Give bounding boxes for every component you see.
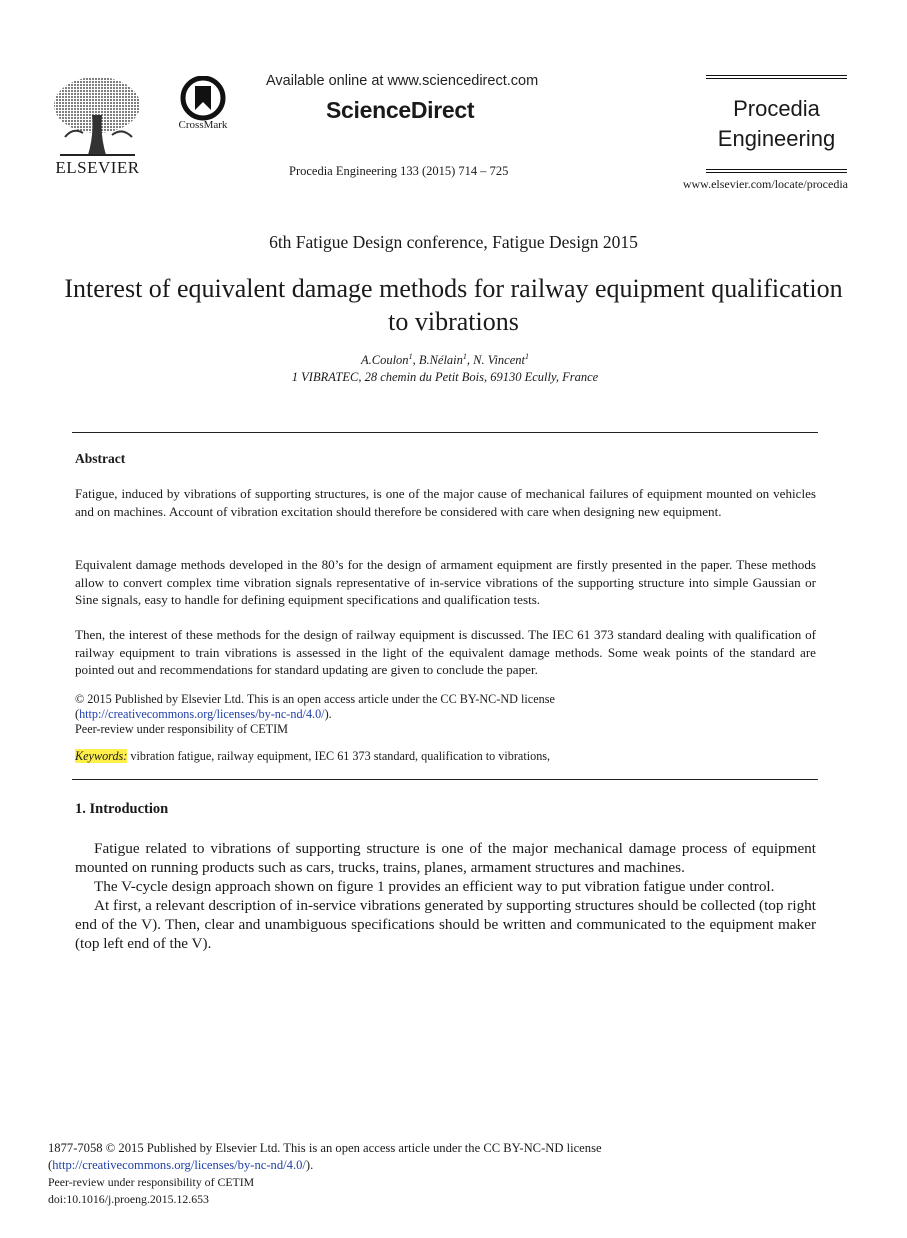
- section-heading: 1. Introduction: [75, 801, 169, 817]
- author-list: A.Coulon$^1$, B.Nélain$^1$, N. Vincent$^1$: [360, 351, 529, 367]
- affiliation: 1 VIBRATEC, 28 chemin du Petit Bois, 69130 Ecully, France: [291, 370, 599, 384]
- abstract-paragraph: Equivalent damage methods developed in the 80’s for the design of armament equipment are firstly presented in the paper. These methods allow to convert complex time vibration signals representative of in-service vibrations of the supporting structure into simple Gaussian or Sine signals, easy to handle for defining equipment specifications and qualification tests.: [75, 557, 816, 608]
- divider: [72, 432, 818, 433]
- divider: [72, 779, 818, 780]
- journal-top-rule: [706, 75, 847, 79]
- author-name: A.Coulon: [360, 353, 409, 367]
- crossmark-label: CrossMark: [178, 119, 228, 131]
- sciencedirect-logo[interactable]: ScienceDirect: [326, 97, 475, 123]
- paren-close: ).: [324, 707, 332, 721]
- keywords-list: vibration fatigue, railway equipment, IEC 61 373 standard, qualification to vibrations,: [127, 749, 551, 763]
- keywords-label: Keywords:: [75, 749, 128, 763]
- abstract-heading: Abstract: [75, 451, 126, 466]
- paren-open: (: [48, 1158, 53, 1172]
- body-paragraph: The V-cycle design approach shown on figure 1 provides an efficient way to put vibration fatigue under control.: [94, 878, 775, 895]
- author-name: B.Nélain: [418, 353, 463, 367]
- tree-icon: [50, 75, 145, 160]
- paren-open: (: [75, 707, 80, 721]
- author-affiliation-mark: 1: [408, 351, 413, 361]
- peer-review-note: Peer-review under responsibility of CETIM: [75, 722, 288, 736]
- footer-issn-line: 1877-7058 © 2015 Published by Elsevier Ltd. This is an open access article under the CC BY-NC-ND license: [48, 1141, 602, 1155]
- journal-url[interactable]: www.elsevier.com/locate/procedia: [682, 177, 848, 191]
- footer-doi[interactable]: doi:10.1016/j.proeng.2015.12.653: [48, 1192, 209, 1206]
- license-link[interactable]: http://creativecommons.org/licenses/by-nc-nd/4.0/: [79, 707, 325, 721]
- available-online-text: Available online at www.sciencedirect.com: [266, 73, 539, 89]
- paren-close: ).: [305, 1158, 314, 1172]
- copyright-notice: © 2015 Published by Elsevier Ltd. This is an open access article under the CC BY-NC-ND license: [75, 692, 555, 706]
- conference-name: 6th Fatigue Design conference, Fatigue Design 2015: [269, 232, 638, 252]
- paper-title: Interest of equivalent damage methods for railway equipment qualification to vibrations: [64, 274, 843, 336]
- journal-reference: Procedia Engineering 133 (2015) 714 – 725: [289, 164, 509, 178]
- journal-name-line2: Engineering: [717, 126, 836, 151]
- journal-name: [706, 94, 847, 154]
- author-name: N. Vincent: [473, 353, 525, 367]
- body-paragraph: At first, a relevant description of in-service vibrations generated by supporting structures should be collected (top right end of the V). Then, clear and unambiguous specifications should be written and communicated to the equipment maker (top left end of the V).: [75, 897, 816, 952]
- body-paragraph: Fatigue related to vibrations of supporting structure is one of the major mechanical damage process of equipment mounted on running products such as cars, trucks, trains, planes, armament structures and machines.: [75, 840, 816, 876]
- footer-license-link[interactable]: http://creativecommons.org/licenses/by-nc-nd/4.0/: [52, 1158, 306, 1172]
- footer-license-line: [48, 1157, 313, 1174]
- author-affiliation-mark: 1: [462, 351, 467, 361]
- author-affiliation-mark: 1: [525, 351, 529, 361]
- crossmark-icon: [178, 76, 228, 122]
- license-line: [75, 707, 332, 722]
- journal-name-line1: Procedia: [733, 96, 820, 121]
- footer-peer-review: Peer-review under responsibility of CETIM: [48, 1175, 255, 1189]
- elsevier-wordmark: ELSEVIER: [55, 158, 140, 177]
- journal-bottom-rule: [706, 169, 847, 173]
- abstract-paragraph: Fatigue, induced by vibrations of supporting structures, is one of the major cause of mechanical failures of equipment mounted on vehicles and on machines. Account of vibration excitation should therefore be considered with care when designing new equipment.: [75, 486, 816, 519]
- keywords-line: [75, 749, 550, 764]
- abstract-paragraph: Then, the interest of these methods for the design of railway equipment is discussed. The IEC 61 373 standard dealing with qualification of railway equipment to train vibrations is assessed in the light of the equivalent damage methods. Some weak points of the standard are pointed out and recommendations for standard updating are given to conclude the paper.: [75, 627, 816, 678]
